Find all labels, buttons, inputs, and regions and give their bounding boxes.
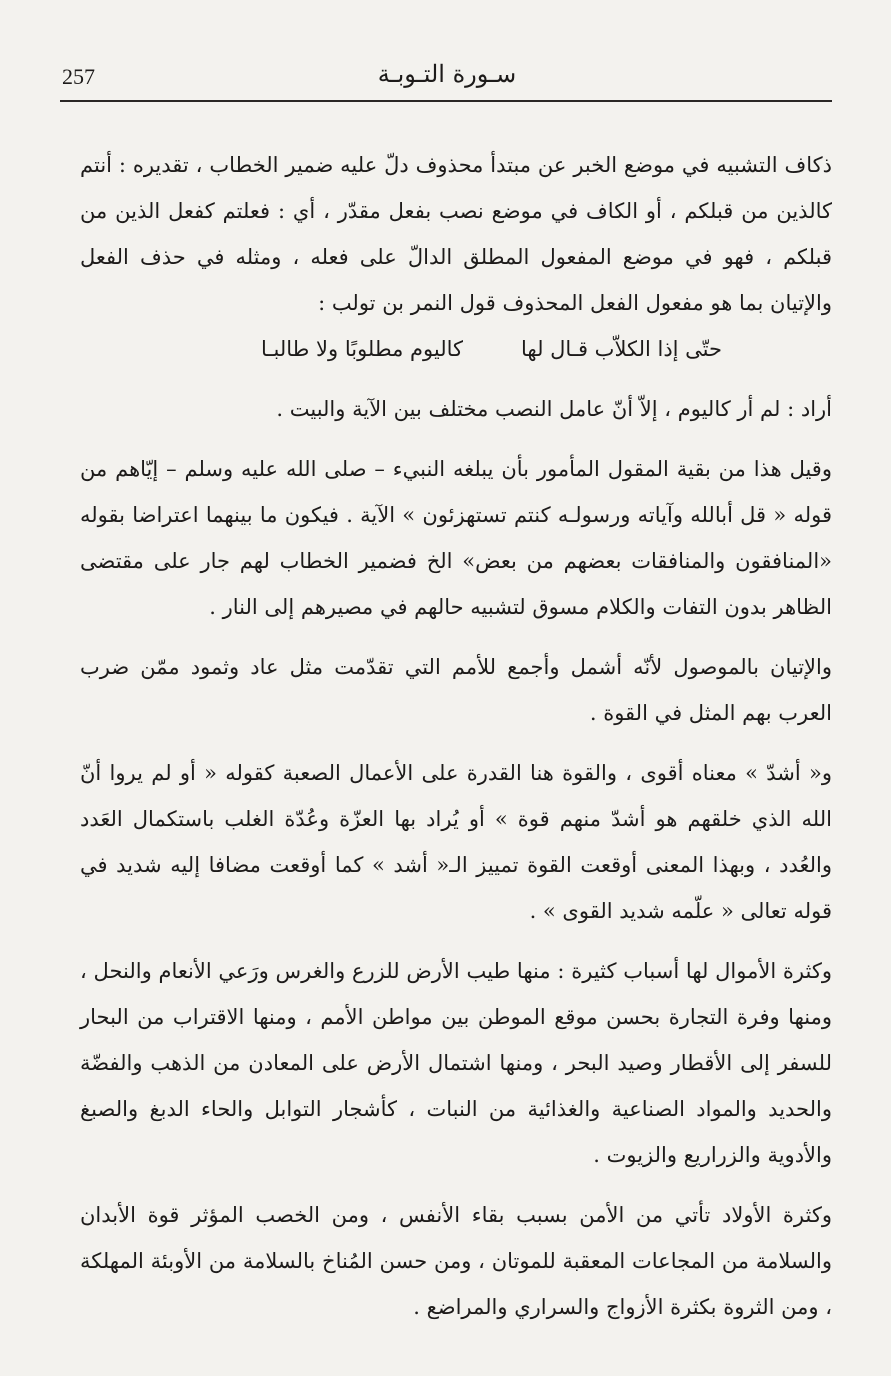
paragraph-5: و« أشدّ » معناه أقوى ، والقوة هنا القدرة على الأعمال الصعبة كقوله « أو لم يروا أنّ الله الذي خلقهم هو أشدّ منهم قوة » أو يُراد بها العزّة وعُدّة الغلب باستكمال العَدد والعُدد ، وبهذا المعنى أوقعت القوة تمييز الـ« أشد » كما أوقعت مضافا إليه شديد في قوله تعالى « علّمه شديد القوى » . bbox=[80, 761, 832, 923]
verse-first-hemistich: حتّى إذا الكلاّب قـال لها bbox=[521, 337, 722, 361]
verse-second-hemistich: كاليوم مطلوبًا ولا طالبـا bbox=[260, 337, 463, 361]
header-rule bbox=[60, 100, 832, 102]
paragraph-4: والإتيان بالموصول لأنّه أشمل وأجمع للأمم التي تقدّمت مثل عاد وثمود ممّن ضرب العرب بهم المثل في القوة . bbox=[80, 655, 832, 725]
page-body bbox=[80, 142, 832, 1330]
page-number: 257 bbox=[62, 64, 95, 89]
paragraph-6: وكثرة الأموال لها أسباب كثيرة : منها طيب الأرض للزرع والغرس ورَعي الأنعام والنحل ، ومنها وفرة التجارة بحسن موقع الموطن بين مواطن الأمم ، ومنها الاقتراب من البحار للسفر إلى الأقطار وصيد البحر ، ومنها اشتمال الأرض على المعادن من الذهب والفضّة والحديد والمواد الصناعية والغذائية من النبات ، كأشجار التوابل والحاء الدبغ والصبغ والأدوية والزراريع والزيوت . bbox=[80, 959, 832, 1167]
paragraph-7: وكثرة الأولاد تأتي من الأمن بسبب بقاء الأنفس ، ومن الخصب المؤثر قوة الأبدان والسلامة من المجاعات المعقبة للموتان ، ومن حسن المُناخ بالسلامة من الأوبئة المهلكة ، ومن الثروة بكثرة الأزواج والسراري والمراضع . bbox=[80, 1203, 832, 1319]
poetry-verse bbox=[80, 326, 832, 372]
page-header bbox=[62, 60, 832, 98]
paragraph-1: ذكاف التشبيه في موضع الخبر عن مبتدأ محذوف دلّ عليه ضمير الخطاب ، تقديره : أنتم كالذين من قبلكم ، أو الكاف في موضع نصب بفعل مقدّر ، أي : فعلتم كفعل الذين من قبلكم ، فهو في موضع المفعول المطلق الدالّ على فعله ، ومثله في حذف الفعل والإتيان بما هو مفعول الفعل المحذوف قول النمر بن تولب : bbox=[80, 153, 832, 315]
paragraph-2: أراد : لم أر كاليوم ، إلاّ أنّ عامل النصب مختلف بين الآية والبيت . bbox=[276, 397, 832, 421]
paragraph-3: وقيل هذا من بقية المقول المأمور بأن يبلغه النبيء – صلى الله عليه وسلم – إيّاهم من قوله « قل أبالله وآياته ورسولـه كنتم تستهزئون » الآية . فيكون ما بينهما اعتراضا بقوله «المنافقون والمنافقات بعضهم من بعض» الخ فضمير الخطاب لهم جار على مقتضى الظاهر بدون التفات والكلام مسوق لتشبيه حالهم في مصيرهم إلى النار . bbox=[80, 457, 832, 619]
running-title: سـورة التـوبـة bbox=[377, 60, 517, 88]
